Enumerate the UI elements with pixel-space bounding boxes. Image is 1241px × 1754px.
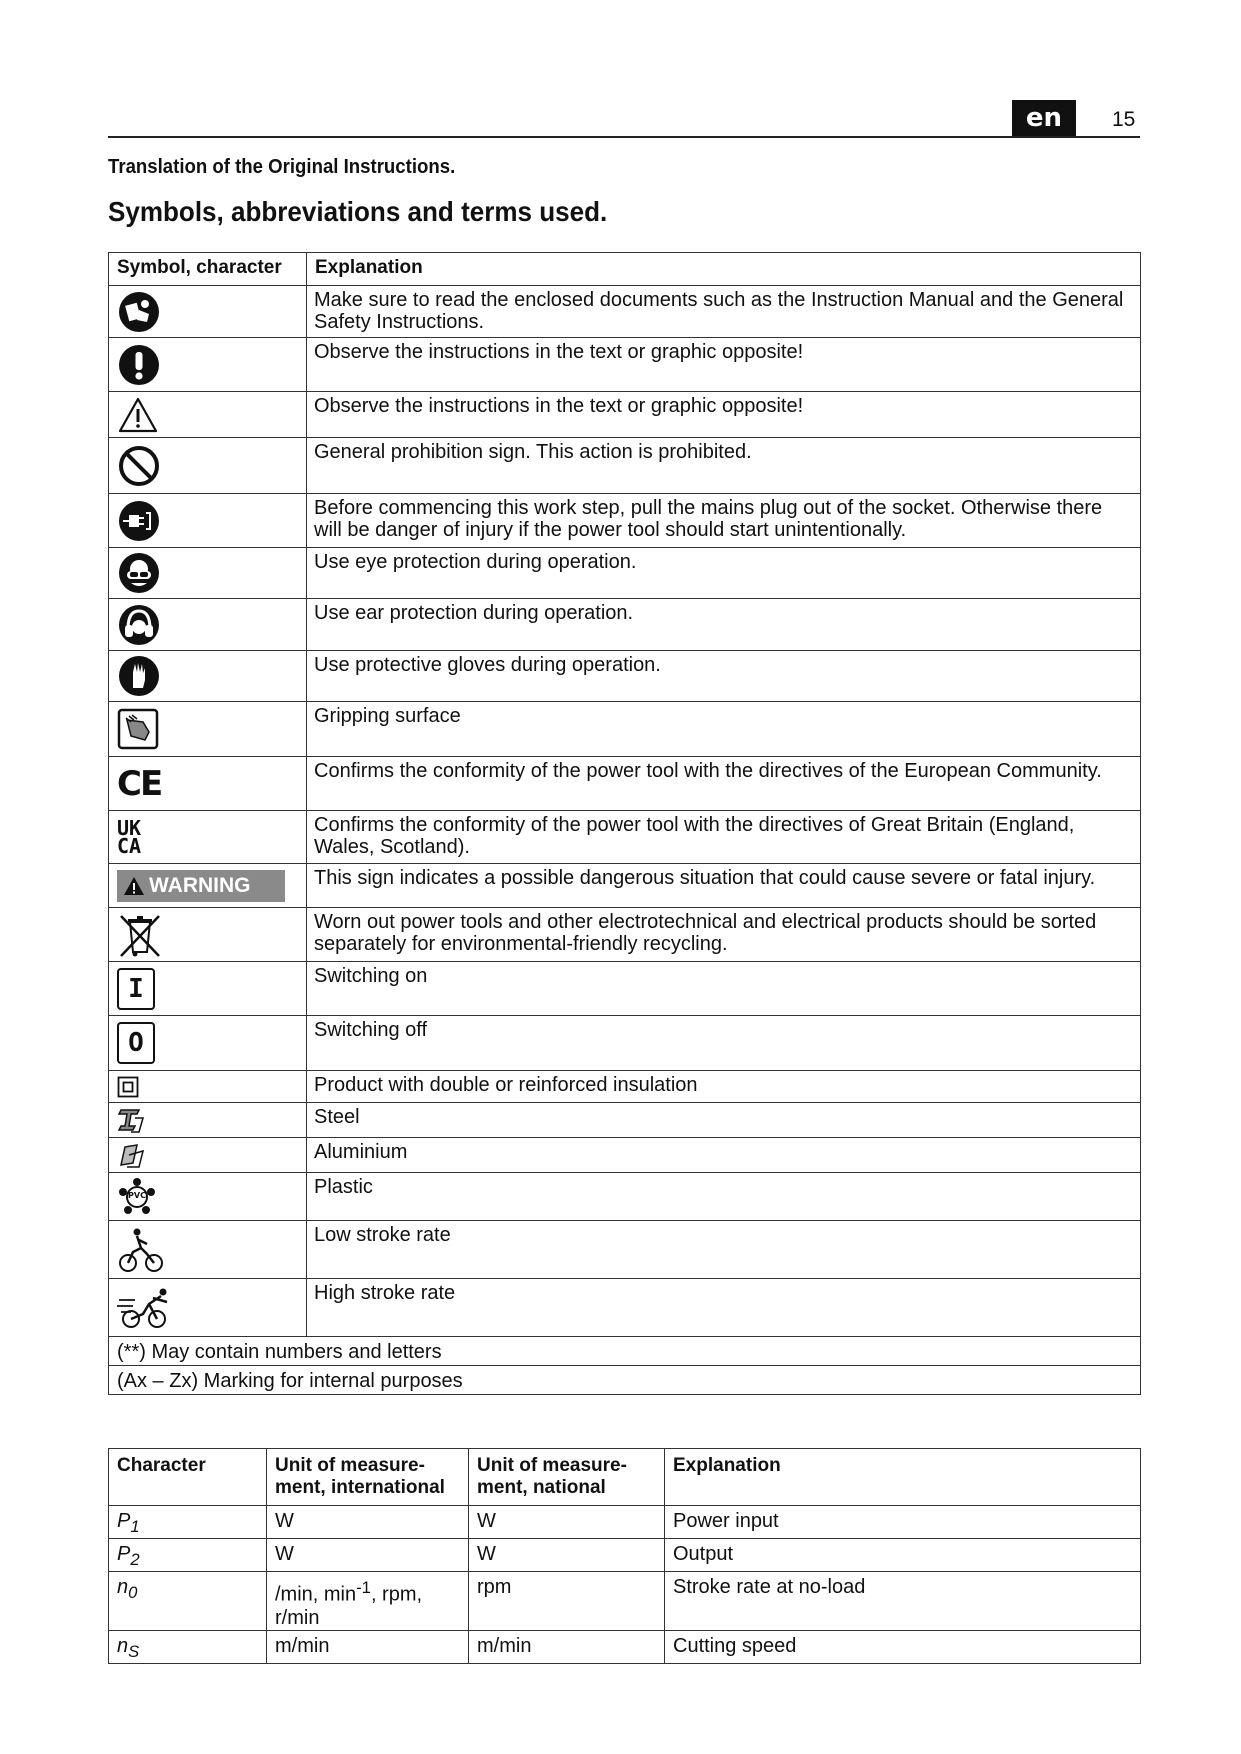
table-row bbox=[109, 651, 1141, 702]
character-symbol: P bbox=[117, 1510, 131, 1532]
explanation-cell: High stroke rate bbox=[307, 1279, 1141, 1337]
table-row bbox=[109, 962, 1141, 1016]
steel-icon bbox=[117, 1106, 147, 1134]
character-symbol: n bbox=[117, 1634, 129, 1657]
table-row bbox=[109, 1071, 1141, 1103]
explanation-cell: Observe the instructions in the text or graphic opposite! bbox=[307, 392, 1141, 438]
symbols-table bbox=[108, 252, 1141, 1395]
table-row bbox=[109, 757, 1141, 811]
warning-triangle-icon bbox=[123, 876, 145, 896]
table-row-note bbox=[109, 1337, 1141, 1366]
high-stroke-rate-icon bbox=[117, 1286, 175, 1330]
note-cell: (Ax – Zx) Marking for internal purposes bbox=[109, 1366, 1141, 1395]
ce-mark-icon: CE bbox=[117, 763, 162, 804]
table-row-note bbox=[109, 1366, 1141, 1395]
aluminium-icon bbox=[117, 1141, 147, 1169]
explanation-cell: Confirms the conformity of the power tool with the directives of Great Britain (England, Wales, Scotland). bbox=[307, 811, 1141, 864]
unit-national-cell: m/min bbox=[469, 1630, 665, 1663]
explanation-cell: Switching on bbox=[307, 962, 1141, 1016]
character-subscript: 0 bbox=[128, 1583, 138, 1602]
unit-text: , rpm, r/min bbox=[275, 1583, 423, 1629]
table-row bbox=[109, 1221, 1141, 1279]
table-row bbox=[109, 548, 1141, 599]
table-row bbox=[109, 1630, 1141, 1663]
low-stroke-rate-icon bbox=[117, 1226, 165, 1274]
column-header-symbol: Symbol, character bbox=[109, 253, 307, 286]
column-header-character: Character bbox=[109, 1449, 267, 1506]
column-header-unit-national: Unit of measure- ment, national bbox=[469, 1449, 665, 1506]
ukca-bottom-text: CA bbox=[117, 834, 142, 858]
warning-label-text: WARNING bbox=[149, 873, 251, 897]
character-cell bbox=[109, 1539, 267, 1572]
unit-national-cell: rpm bbox=[469, 1572, 665, 1631]
character-cell bbox=[109, 1572, 267, 1631]
page-title: Symbols, abbreviations and terms used. bbox=[108, 196, 608, 227]
note-cell: (**) May contain numbers and letters bbox=[109, 1337, 1141, 1366]
switch-off-icon: O bbox=[117, 1022, 155, 1064]
character-subscript: 1 bbox=[130, 1517, 140, 1536]
character-symbol: n bbox=[117, 1576, 129, 1598]
explanation-cell: Aluminium bbox=[307, 1138, 1141, 1173]
read-manual-icon bbox=[117, 290, 161, 334]
eye-protection-icon bbox=[117, 551, 161, 595]
table-header-row bbox=[109, 253, 1141, 286]
table-row bbox=[109, 1016, 1141, 1071]
table-row bbox=[109, 338, 1141, 392]
column-header-explanation: Explanation bbox=[307, 253, 1141, 286]
table-row bbox=[109, 864, 1141, 908]
ukca-mark-icon bbox=[117, 816, 142, 858]
explanation-cell: Stroke rate at no-load bbox=[665, 1572, 1141, 1631]
unit-international-cell: m/min bbox=[267, 1630, 469, 1663]
explanation-cell: Make sure to read the enclosed documents such as the Instruction Manual and the General Safety Instructions. bbox=[307, 286, 1141, 338]
column-header-unit-international: Unit of measure- ment, international bbox=[267, 1449, 469, 1506]
unplug-icon bbox=[117, 499, 161, 543]
explanation-cell: Use ear protection during operation. bbox=[307, 599, 1141, 651]
character-symbol: P bbox=[117, 1543, 131, 1565]
unit-international-cell bbox=[267, 1572, 469, 1631]
explanation-cell: Product with double or reinforced insulation bbox=[307, 1071, 1141, 1103]
table-row bbox=[109, 1572, 1141, 1631]
prohibition-icon bbox=[117, 444, 161, 488]
table-row bbox=[109, 1539, 1141, 1572]
column-header-explanation: Explanation bbox=[665, 1449, 1141, 1506]
explanation-cell: Before commencing this work step, pull the mains plug out of the socket. Otherwise there will be danger of injury if the power tool should start unintentionally. bbox=[307, 494, 1141, 548]
page-number: 15 bbox=[1112, 108, 1136, 131]
plastic-pvc-icon bbox=[117, 1177, 157, 1217]
weee-bin-icon bbox=[117, 912, 163, 958]
mandatory-exclamation-icon bbox=[117, 343, 161, 387]
ukca-top-text: UK bbox=[117, 816, 142, 840]
explanation-cell: Confirms the conformity of the power tool with the directives of the European Community. bbox=[307, 757, 1141, 811]
switch-on-icon: I bbox=[117, 968, 155, 1010]
double-insulation-icon bbox=[117, 1076, 139, 1098]
table-row bbox=[109, 286, 1141, 338]
unit-national-cell: W bbox=[469, 1506, 665, 1539]
character-cell bbox=[109, 1506, 267, 1539]
explanation-cell: General prohibition sign. This action is prohibited. bbox=[307, 438, 1141, 494]
table-row bbox=[109, 599, 1141, 651]
warning-triangle-icon bbox=[117, 396, 159, 434]
character-subscript: 2 bbox=[130, 1550, 140, 1569]
explanation-cell: Power input bbox=[665, 1506, 1141, 1539]
unit-text: /min, min bbox=[275, 1583, 357, 1606]
explanation-cell: Plastic bbox=[307, 1173, 1141, 1221]
units-table bbox=[108, 1448, 1141, 1664]
pvc-label: PVC bbox=[128, 1190, 146, 1200]
ear-protection-icon bbox=[117, 603, 161, 647]
header-rule bbox=[108, 136, 1140, 138]
explanation-cell: Use protective gloves during operation. bbox=[307, 651, 1141, 702]
explanation-cell: Output bbox=[665, 1539, 1141, 1572]
table-row bbox=[109, 1138, 1141, 1173]
table-row bbox=[109, 1279, 1141, 1337]
explanation-cell: Low stroke rate bbox=[307, 1221, 1141, 1279]
table-row bbox=[109, 1173, 1141, 1221]
warning-label-icon bbox=[117, 870, 285, 902]
explanation-cell: Observe the instructions in the text or graphic opposite! bbox=[307, 338, 1141, 392]
table-row bbox=[109, 438, 1141, 494]
table-row bbox=[109, 392, 1141, 438]
unit-international-cell: W bbox=[267, 1506, 469, 1539]
table-header-row bbox=[109, 1449, 1141, 1506]
document-subtitle: Translation of the Original Instructions. bbox=[108, 156, 456, 178]
table-row bbox=[109, 1506, 1141, 1539]
explanation-cell: This sign indicates a possible dangerous situation that could cause severe or fatal injury. bbox=[307, 864, 1141, 908]
explanation-cell: Gripping surface bbox=[307, 702, 1141, 757]
unit-superscript: -1 bbox=[356, 1578, 371, 1597]
explanation-cell: Cutting speed bbox=[665, 1630, 1141, 1663]
unit-national-cell: W bbox=[469, 1539, 665, 1572]
table-row bbox=[109, 908, 1141, 962]
language-badge: en bbox=[1012, 100, 1076, 136]
table-row bbox=[109, 702, 1141, 757]
explanation-cell: Switching off bbox=[307, 1016, 1141, 1071]
table-row bbox=[109, 494, 1141, 548]
explanation-cell: Steel bbox=[307, 1103, 1141, 1138]
table-row bbox=[109, 1103, 1141, 1138]
explanation-cell: Use eye protection during operation. bbox=[307, 548, 1141, 599]
character-subscript: S bbox=[128, 1641, 140, 1661]
explanation-cell: Worn out power tools and other electrotechnical and electrical products should be sorted separately for environmental-friendly recycling. bbox=[307, 908, 1141, 962]
character-cell bbox=[109, 1630, 267, 1663]
unit-international-cell: W bbox=[267, 1539, 469, 1572]
table-row bbox=[109, 811, 1141, 864]
gloves-icon bbox=[117, 654, 161, 698]
gripping-surface-icon bbox=[117, 708, 159, 750]
